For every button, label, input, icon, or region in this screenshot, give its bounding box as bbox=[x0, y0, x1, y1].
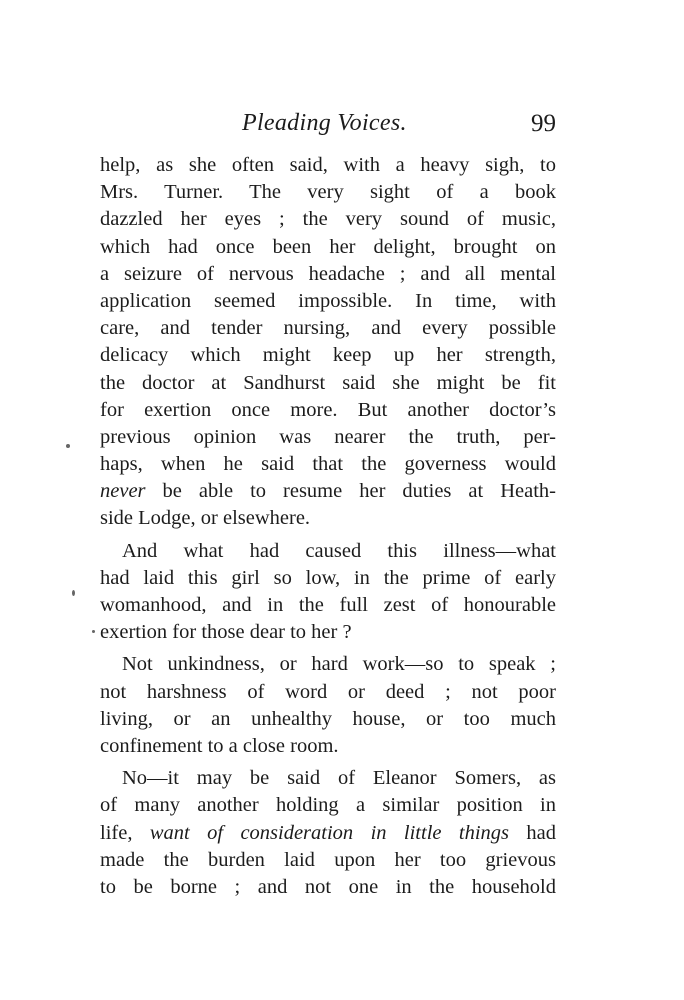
text-segment: dazzled her eyes ; the very sound of music, bbox=[100, 208, 556, 231]
text-line bbox=[100, 820, 556, 847]
italic-text: want of consideration in little things bbox=[149, 821, 509, 844]
text-line bbox=[100, 847, 556, 874]
print-speck bbox=[72, 590, 75, 596]
text-line bbox=[100, 397, 556, 424]
text-line bbox=[100, 619, 556, 646]
text-line bbox=[100, 478, 556, 505]
text-line bbox=[100, 651, 556, 678]
text-segment: help, as she often said, with a heavy sigh, to bbox=[100, 154, 556, 176]
text-line bbox=[100, 424, 556, 451]
text-line bbox=[100, 342, 556, 369]
text-segment: Mrs. Turner. The very sight of a book bbox=[100, 181, 556, 204]
text-segment: previous opinion was nearer the truth, per- bbox=[100, 425, 556, 448]
text-segment: exertion for those dear to her ? bbox=[100, 621, 352, 644]
text-line bbox=[100, 206, 556, 233]
text-line bbox=[100, 288, 556, 315]
text-line bbox=[100, 706, 556, 733]
text-segment: made the burden laid upon her too grievous bbox=[100, 848, 556, 871]
text-line bbox=[100, 565, 556, 592]
text-segment: had laid this girl so low, in the prime of early bbox=[100, 566, 556, 589]
text-segment: haps, when he said that the governess would bbox=[100, 453, 556, 476]
paragraph bbox=[100, 152, 556, 533]
text-segment: which had once been her delight, brought on bbox=[100, 235, 556, 258]
paragraph bbox=[100, 651, 556, 760]
page-header bbox=[100, 110, 560, 144]
text-line bbox=[100, 451, 556, 478]
text-line bbox=[100, 261, 556, 288]
text-line bbox=[100, 792, 556, 819]
text-segment: be able to resume her duties at Heath- bbox=[145, 480, 556, 503]
print-speck bbox=[66, 444, 70, 448]
paragraph bbox=[100, 765, 556, 901]
text-line bbox=[100, 370, 556, 397]
text-line bbox=[100, 505, 556, 532]
text-segment: And what had caused this illness—what bbox=[122, 539, 556, 562]
text-segment: No—it may be said of Eleanor Somers, as bbox=[122, 767, 556, 790]
print-speck bbox=[92, 630, 95, 633]
text-line bbox=[100, 874, 556, 901]
text-segment: care, and tender nursing, and every possible bbox=[100, 317, 556, 340]
text-line bbox=[100, 592, 556, 619]
text-segment: living, or an unhealthy house, or too much bbox=[100, 707, 556, 730]
text-segment: application seemed impossible. In time, with bbox=[100, 289, 556, 312]
text-segment: of many another holding a similar position in bbox=[100, 794, 556, 817]
text-line bbox=[100, 234, 556, 261]
text-line bbox=[100, 765, 556, 792]
paragraph bbox=[100, 538, 556, 647]
running-title: Pleading Voices. bbox=[242, 110, 407, 136]
body-text bbox=[100, 152, 556, 901]
text-segment: not harshness of word or deed ; not poor bbox=[100, 680, 556, 703]
text-line bbox=[100, 733, 556, 760]
text-segment: side Lodge, or elsewhere. bbox=[100, 507, 311, 530]
text-segment: to be borne ; and not one in the household bbox=[100, 875, 556, 898]
page-number: 99 bbox=[531, 110, 556, 137]
text-line bbox=[100, 538, 556, 565]
text-segment: for exertion once more. But another doctor’s bbox=[100, 398, 556, 421]
italic-text: never bbox=[100, 480, 146, 503]
text-segment: a seizure of nervous headache ; and all mental bbox=[100, 262, 556, 285]
text-segment: the doctor at Sandhurst said she might be fit bbox=[100, 371, 556, 394]
text-segment: delicacy which might keep up her strength, bbox=[100, 344, 556, 367]
text-line bbox=[100, 679, 556, 706]
text-segment: Not unkindness, or hard work—so to speak ; bbox=[122, 653, 556, 676]
text-segment: life, bbox=[100, 821, 150, 844]
text-segment: had bbox=[509, 821, 556, 844]
text-segment: confinement to a close room. bbox=[100, 734, 339, 757]
text-line bbox=[100, 315, 556, 342]
text-line bbox=[100, 179, 556, 206]
text-line bbox=[100, 152, 556, 179]
text-segment: womanhood, and in the full zest of honourable bbox=[100, 594, 556, 616]
